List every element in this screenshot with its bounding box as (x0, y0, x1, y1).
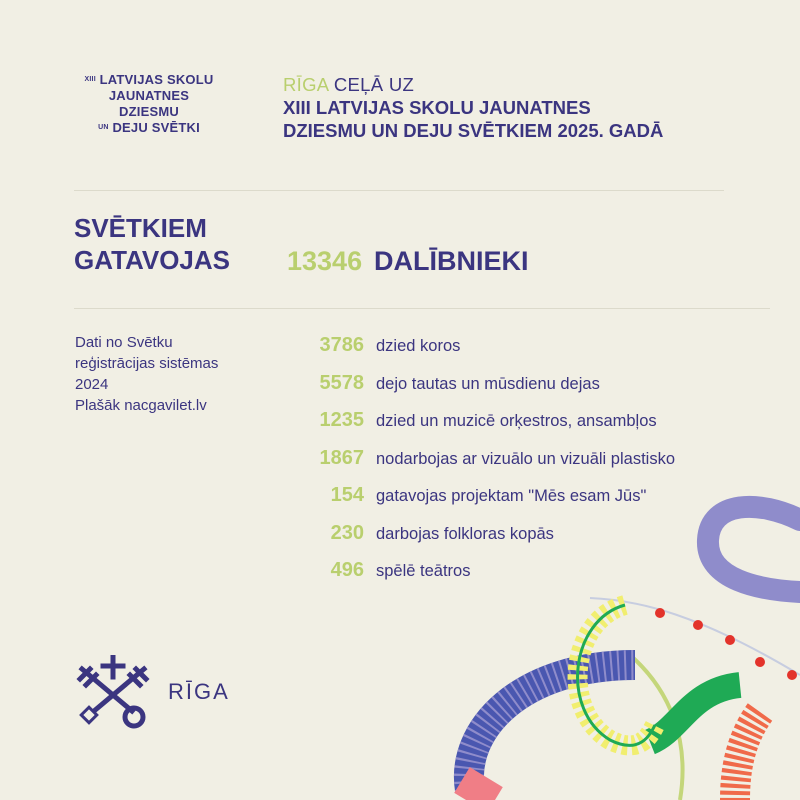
stat-label: gatavojas projektam "Mēs esam Jūs" (376, 487, 647, 505)
note-line-4: Plašāk nacgavilet.lv (75, 397, 207, 414)
stat-row (300, 334, 675, 372)
festival-logo (74, 72, 224, 136)
logo-line-3: DZIESMU (119, 104, 179, 119)
stat-value: 230 (330, 521, 364, 544)
riga-keys-icon (72, 655, 154, 729)
stat-value: 496 (330, 559, 364, 581)
logo-line-1: LATVIJAS SKOLU (99, 72, 214, 87)
note-line-2: reģistrācijas sistēmas (75, 355, 219, 372)
header-line-2: XIII LATVIJAS SKOLU JAUNATNES (283, 97, 591, 118)
logo-prefix-un: UN (98, 124, 109, 131)
logo-prefix-xiii: XIII (84, 76, 96, 83)
header-line-3: DZIESMU UN DEJU SVĒTKIEM 2025. GADĀ (283, 120, 664, 141)
stat-row (300, 447, 675, 485)
stat-label: dejo tautas un mūsdienu dejas (376, 374, 600, 393)
red-dot (725, 635, 735, 645)
stat-row (300, 409, 675, 447)
red-dot (755, 657, 765, 667)
stat-row (300, 372, 675, 410)
note-line-3: 2024 (75, 376, 109, 393)
hero-line-1: SVĒTKIEM (74, 213, 207, 243)
hero-line-2: GATAVOJAS (74, 245, 231, 275)
stat-label: darbojas folkloras kopās (376, 524, 554, 543)
pink-ribbon (462, 780, 495, 800)
stat-value: 1867 (319, 446, 364, 469)
city-name: RĪGA (168, 679, 230, 704)
header-cela-uz: CEĻĀ UZ (333, 74, 415, 95)
stat-value: 1235 (319, 409, 364, 431)
lavender-ribbon (708, 507, 800, 592)
stat-value: 3786 (319, 334, 364, 356)
red-dot (655, 608, 665, 618)
stat-label: nodarbojas ar vizuālo un vizuāli plastisko (376, 449, 675, 468)
divider-middle (74, 308, 770, 309)
stat-label: dzied koros (376, 337, 461, 355)
stat-label: spēlē teātros (376, 562, 471, 580)
source-note (75, 332, 218, 416)
red-dot (693, 620, 703, 630)
hero-heading (74, 212, 230, 276)
stat-value: 5578 (319, 371, 364, 394)
header-riga: RĪGA (283, 74, 329, 95)
orange-ribbon (735, 712, 760, 800)
total-participants: 13346 (287, 246, 363, 276)
stat-label: dzied un muzicē orķestros, ansambļos (376, 412, 657, 430)
stat-value: 154 (330, 484, 364, 506)
logo-line-2: JAUNATNES (108, 88, 190, 103)
note-line-1: Dati no Svētku (75, 334, 173, 351)
logo-line-4: DEJU SVĒTKI (112, 120, 200, 135)
total-participants-label: DALĪBNIEKI (374, 246, 529, 276)
red-dot (787, 670, 797, 680)
page-header (283, 73, 663, 142)
decorative-ribbons (440, 480, 800, 800)
divider-top (74, 190, 724, 191)
